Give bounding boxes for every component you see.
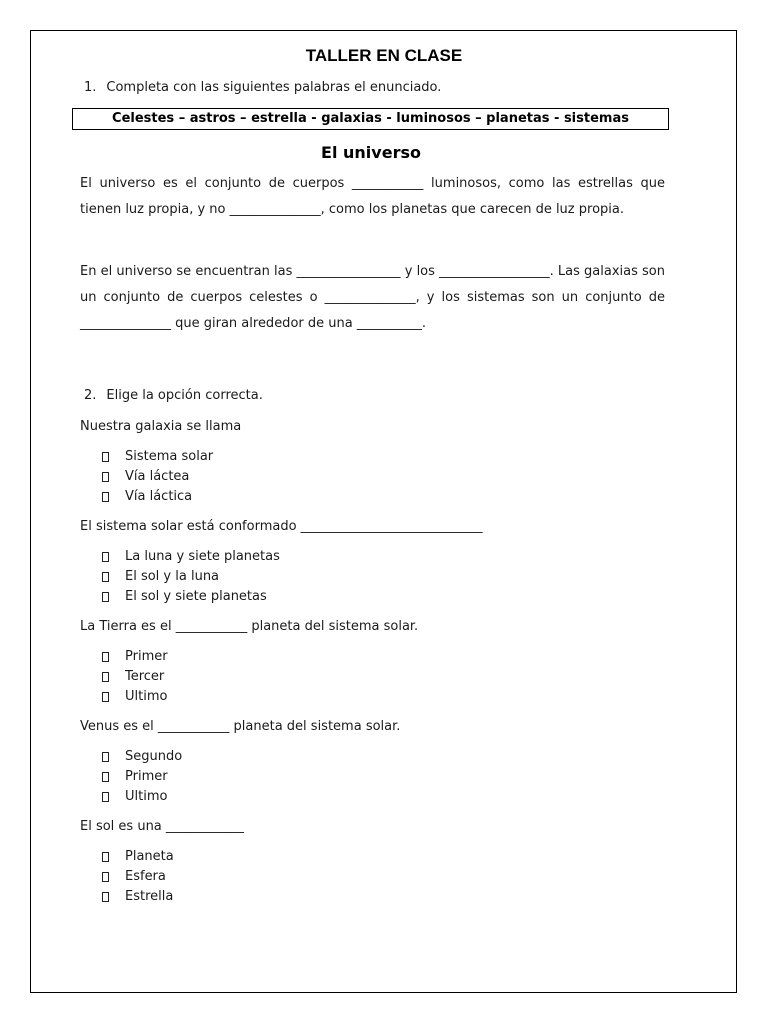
option-label: Estrella bbox=[125, 889, 174, 904]
checkbox-icon[interactable] bbox=[102, 892, 109, 902]
checkbox-icon[interactable] bbox=[102, 552, 109, 562]
checkbox-icon[interactable] bbox=[102, 572, 109, 582]
mc-option[interactable] bbox=[100, 787, 182, 807]
mc-option[interactable] bbox=[100, 687, 168, 707]
checkbox-icon[interactable] bbox=[102, 592, 109, 602]
mc-option[interactable] bbox=[100, 867, 174, 887]
mc-options bbox=[100, 447, 213, 507]
mc-option[interactable] bbox=[100, 587, 280, 607]
mc-prompt: Nuestra galaxia se llama bbox=[80, 419, 242, 434]
mc-option[interactable] bbox=[100, 767, 182, 787]
option-label: Primer bbox=[125, 769, 168, 784]
mc-option[interactable] bbox=[100, 467, 213, 487]
mc-options bbox=[100, 747, 182, 807]
mc-options bbox=[100, 647, 168, 707]
checkbox-icon[interactable] bbox=[102, 872, 109, 882]
question-2-number: 2. bbox=[84, 388, 97, 403]
mc-options bbox=[100, 547, 280, 607]
checkbox-icon[interactable] bbox=[102, 752, 109, 762]
checkbox-icon[interactable] bbox=[102, 452, 109, 462]
option-label: Sistema solar bbox=[125, 449, 214, 464]
worksheet-title: TALLER EN CLASE bbox=[305, 46, 463, 65]
checkbox-icon[interactable] bbox=[102, 652, 109, 662]
question-2-instruction bbox=[84, 388, 263, 403]
checkbox-icon[interactable] bbox=[102, 792, 109, 802]
checkbox-icon[interactable] bbox=[102, 692, 109, 702]
word-bank: Celestes – astros – estrella - galaxias - luminosos – planetas - sistemas bbox=[72, 108, 669, 130]
option-label: Segundo bbox=[125, 749, 183, 764]
option-label: Vía láctica bbox=[125, 489, 193, 504]
checkbox-icon[interactable] bbox=[102, 492, 109, 502]
checkbox-icon[interactable] bbox=[102, 772, 109, 782]
option-label: La luna y siete planetas bbox=[125, 549, 280, 564]
mc-option[interactable] bbox=[100, 667, 168, 687]
option-label: Primer bbox=[125, 649, 168, 664]
mc-options bbox=[100, 847, 174, 907]
option-label: Ultimo bbox=[125, 689, 168, 704]
checkbox-icon[interactable] bbox=[102, 852, 109, 862]
question-2-text: Elige la opción correcta. bbox=[106, 388, 263, 403]
checkbox-icon[interactable] bbox=[102, 672, 109, 682]
option-label: Planeta bbox=[125, 849, 174, 864]
mc-option[interactable] bbox=[100, 567, 280, 587]
mc-prompt: El sistema solar está conformado ____________________________ bbox=[80, 519, 483, 534]
fill-paragraph-2: En el universo se encuentran las ________________ y los _________________. Las galaxias son un conjunto de cuerpos celestes o ______________, y los sistemas son un conjunto de ______________ que giran alrededor de una __________. bbox=[80, 264, 665, 331]
checkbox-icon[interactable] bbox=[102, 472, 109, 482]
question-1-number: 1. bbox=[84, 80, 97, 95]
mc-prompt: La Tierra es el ___________ planeta del sistema solar. bbox=[80, 619, 419, 634]
option-label: El sol y siete planetas bbox=[125, 589, 267, 604]
mc-option[interactable] bbox=[100, 747, 182, 767]
fill-paragraph-1: El universo es el conjunto de cuerpos ___________ luminosos, como las estrellas que tienen luz propia, y no ______________, como los planetas que carecen de luz propia. bbox=[80, 176, 665, 217]
section-subtitle: El universo bbox=[321, 143, 421, 162]
option-label: Esfera bbox=[125, 869, 166, 884]
mc-option[interactable] bbox=[100, 887, 174, 907]
option-label: Vía láctea bbox=[125, 469, 190, 484]
option-label: Ultimo bbox=[125, 789, 168, 804]
question-1-instruction bbox=[84, 80, 441, 95]
question-1-text: Completa con las siguientes palabras el enunciado. bbox=[106, 80, 442, 95]
mc-option[interactable] bbox=[100, 547, 280, 567]
mc-option[interactable] bbox=[100, 847, 174, 867]
option-label: Tercer bbox=[125, 669, 165, 684]
mc-option[interactable] bbox=[100, 487, 213, 507]
mc-option[interactable] bbox=[100, 647, 168, 667]
option-label: El sol y la luna bbox=[125, 569, 220, 584]
mc-prompt: Venus es el ___________ planeta del sistema solar. bbox=[80, 719, 401, 734]
mc-prompt: El sol es una ____________ bbox=[80, 819, 244, 834]
mc-option[interactable] bbox=[100, 447, 213, 467]
